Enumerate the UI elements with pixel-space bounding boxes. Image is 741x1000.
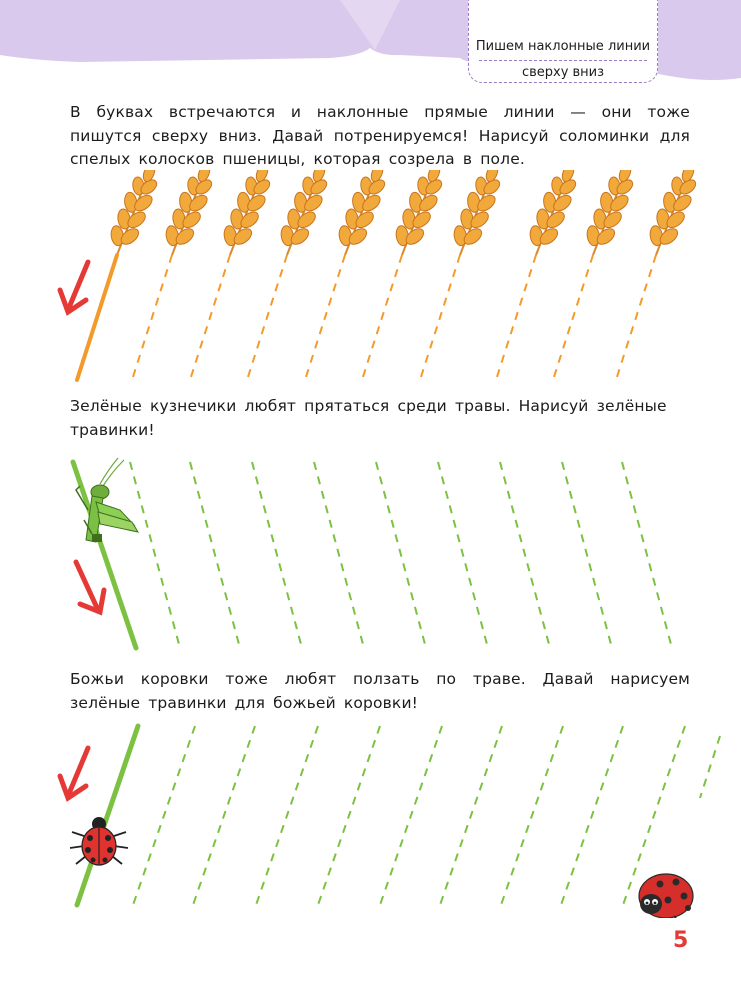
wheat-tracing-area	[0, 170, 741, 390]
grass-tracing-area	[0, 450, 741, 660]
dashed-grass	[130, 462, 672, 648]
instruction-grasshopper: Зелёные кузнечики любят прятаться среди травы. Нарисуй зелёные травинки!	[70, 397, 667, 439]
topic-label	[468, 0, 658, 83]
instruction-wheat: В буквах встречаются и наклонные прямые линии — они тоже пишутся сверху вниз. Давай потренируемся! Нарисуй соломинки для спелых колосков пшеницы, которая созрела в поле.	[70, 103, 690, 168]
direction-arrow-icon	[60, 262, 88, 312]
direction-arrow-icon	[60, 748, 88, 798]
ladybug-icon	[70, 817, 128, 865]
ladybug-corner-icon	[639, 874, 693, 918]
direction-arrow-icon	[76, 562, 104, 612]
topic-title: Пишем наклонные линии	[475, 39, 651, 54]
wheat-ears	[101, 170, 707, 261]
instruction-ladybug: Божьи коровки тоже любят ползать по траве. Давай нарисуем зелёные травинки для божьей коровки!	[70, 670, 690, 712]
topic-divider	[479, 60, 647, 61]
topic-subtitle: сверху вниз	[521, 65, 605, 80]
dashed-stems	[132, 255, 656, 380]
dashed-grass	[133, 726, 720, 905]
page-number: 5	[673, 928, 689, 953]
ladybug-tracing-area	[0, 718, 741, 918]
